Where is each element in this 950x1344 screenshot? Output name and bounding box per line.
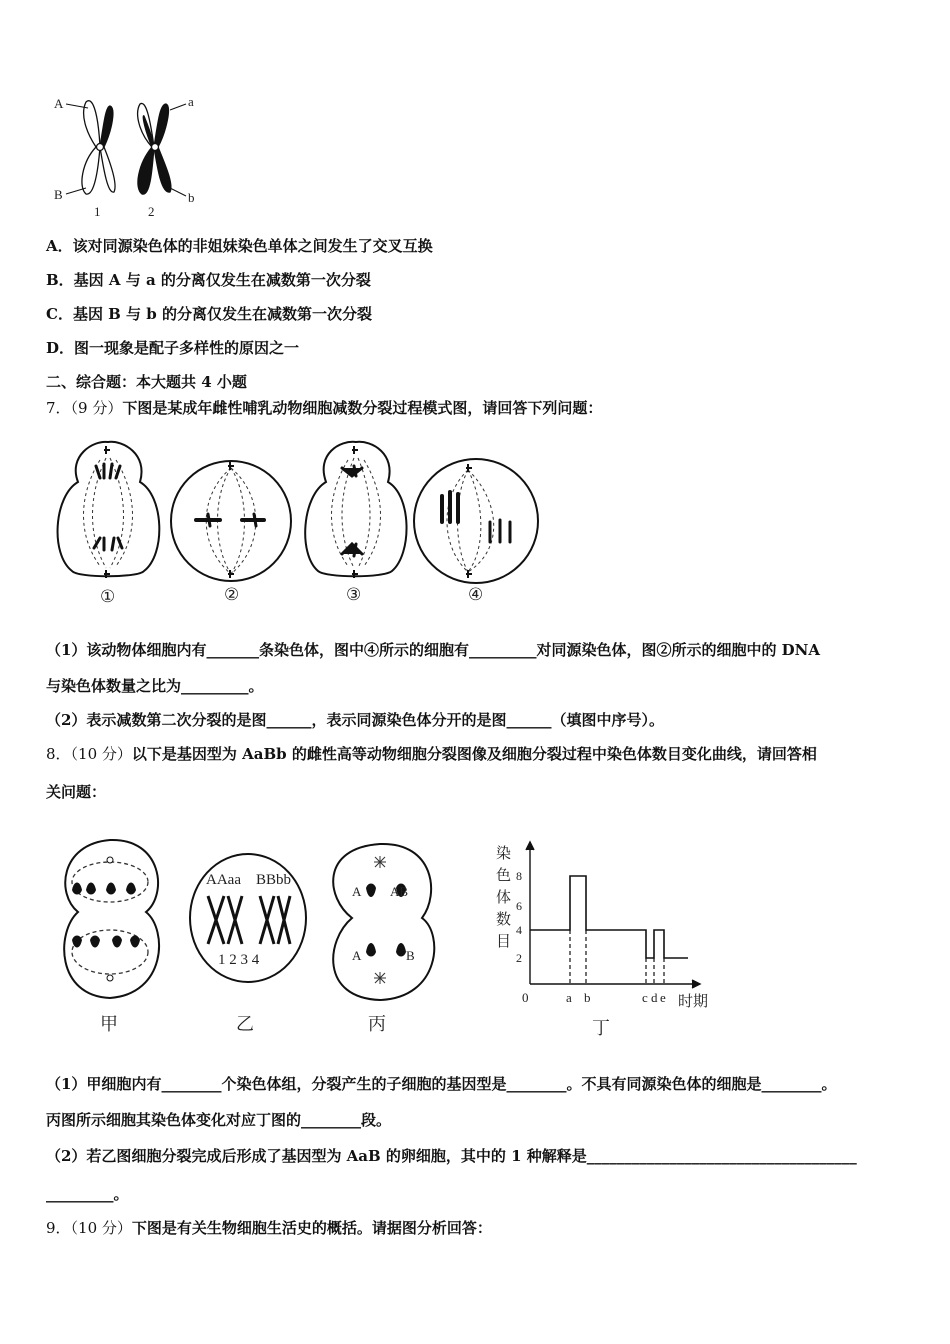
q8-yi-numbers: 1 2 3 4 bbox=[218, 952, 260, 968]
q8-stem-line1 bbox=[46, 744, 817, 764]
q8-part1-line2: 丙图所示细胞其染色体变化对应丁图的________段。 bbox=[46, 1111, 392, 1129]
gene-label-b: b bbox=[188, 190, 195, 205]
q7-stem-text: 下图是某成年雌性哺乳动物细胞减数分裂过程模式图，请回答下列问题： bbox=[122, 399, 603, 417]
xtick-b: b bbox=[584, 990, 591, 1005]
chromosome-number-curve bbox=[530, 876, 688, 958]
ylabel-char-4: 数 bbox=[496, 912, 512, 928]
option-a: A．该对同源染色体的非姐妹染色单体之间发生了交叉互换 bbox=[46, 237, 433, 255]
q7-meiosis-cells-figure bbox=[48, 436, 548, 608]
q8-bing-gene-top-right: AB bbox=[390, 884, 409, 899]
chromosome-number-1: 1 bbox=[94, 204, 101, 219]
q8-part2-line1: （2）若乙图细胞分裂完成后形成了基因型为 AaB 的卵细胞，其中的 1 种解释是____________________________________ bbox=[46, 1147, 857, 1165]
ytick-2: 2 bbox=[516, 951, 522, 965]
q8-cell-bing bbox=[333, 844, 434, 1000]
ylabel-char-3: 体 bbox=[496, 890, 512, 906]
q7-part2: （2）表示减数第二次分裂的是图______，表示同源染色体分开的是图______（填图中序号）。 bbox=[46, 711, 664, 729]
xtick-e: e bbox=[660, 990, 666, 1005]
q7-cell-label-4: ④ bbox=[468, 585, 484, 604]
gene-label-a: a bbox=[188, 94, 194, 109]
chromosome-2 bbox=[138, 103, 171, 194]
q8-cells-figure bbox=[50, 834, 450, 1040]
q7-cell-1 bbox=[58, 442, 160, 576]
q8-label-ding: 丁 bbox=[592, 1018, 610, 1038]
option-b: B．基因 A 与 a 的分离仅发生在减数第一次分裂 bbox=[46, 271, 371, 289]
ylabel-char-1: 染 bbox=[496, 846, 512, 862]
q7-number: 7．（9 分） bbox=[46, 399, 123, 417]
chromosome-1 bbox=[82, 101, 115, 194]
origin-label: 0 bbox=[522, 990, 529, 1005]
q8-bing-gene-bottom-left: A bbox=[352, 948, 362, 963]
gene-label-A: A bbox=[54, 96, 64, 111]
ylabel-char-2: 色 bbox=[496, 868, 512, 884]
q8-number: 8．（10 分） bbox=[46, 745, 132, 763]
chromosome-number-2: 2 bbox=[148, 204, 155, 219]
q8-cell-jia bbox=[64, 840, 159, 998]
q8-label-yi: 乙 bbox=[236, 1014, 254, 1034]
option-c: C．基因 B 与 b 的分离仅发生在减数第一次分裂 bbox=[46, 305, 372, 323]
ytick-8: 8 bbox=[516, 869, 522, 883]
q7-stem bbox=[46, 398, 602, 418]
q7-cell-label-1: ① bbox=[100, 587, 116, 606]
q7-cell-2 bbox=[171, 461, 291, 581]
q7-cell-4 bbox=[414, 459, 538, 583]
q8-part2-line2: _________。 bbox=[46, 1185, 129, 1203]
q7-part1-line1: （1）该动物体细胞内有_______条染色体，图中④所示的细胞有_________对同源染色体，图②所示的细胞中的 DNA bbox=[46, 641, 821, 659]
q8-yi-genes-right: BBbb bbox=[256, 872, 292, 888]
xtick-d: d bbox=[651, 990, 658, 1005]
q8-yi-genes-left: AAaa bbox=[206, 872, 241, 888]
q7-cell-3 bbox=[305, 442, 406, 576]
q8-label-bing: 丙 bbox=[368, 1014, 386, 1034]
q9-stem-text: 下图是有关生物细胞生活史的概括。请据图分析回答： bbox=[131, 1219, 492, 1237]
chromosome-pair-figure bbox=[48, 92, 208, 222]
gene-label-B: B bbox=[54, 187, 63, 202]
q7-cell-label-2: ② bbox=[224, 585, 240, 604]
q8-part1-line1: （1）甲细胞内有________个染色体组，分裂产生的子细胞的基因型是________。不具有同源染色体的细胞是________。 bbox=[46, 1075, 837, 1093]
q9-number: 9．（10 分） bbox=[46, 1219, 132, 1237]
xtick-a: a bbox=[566, 990, 572, 1005]
q8-bing-gene-bottom-right: B bbox=[406, 948, 415, 963]
q7-part1-line2: 与染色体数量之比为_________。 bbox=[46, 677, 264, 695]
q8-ding-chromosome-graph bbox=[492, 838, 722, 1038]
q7-cell-label-3: ③ bbox=[346, 585, 362, 604]
q8-stem-text: 以下是基因型为 AaBb 的雌性高等动物细胞分裂图像及细胞分裂过程中染色体数目变化曲线，请回答相 bbox=[131, 745, 817, 763]
xtick-c: c bbox=[642, 990, 648, 1005]
section-2-heading: 二、综合题：本大题共 4 小题 bbox=[46, 373, 247, 391]
ytick-6: 6 bbox=[516, 899, 522, 913]
q8-label-jia: 甲 bbox=[100, 1014, 118, 1034]
x-axis-label: 时期 bbox=[678, 994, 709, 1010]
ytick-4: 4 bbox=[516, 923, 522, 937]
q8-bing-gene-top-left: A bbox=[352, 884, 362, 899]
q8-stem-line2: 关问题： bbox=[46, 783, 107, 801]
ylabel-char-5: 目 bbox=[496, 934, 512, 950]
option-d: D．图一现象是配子多样性的原因之一 bbox=[46, 339, 300, 357]
graph-ylabel bbox=[496, 844, 511, 950]
q9-stem bbox=[46, 1218, 492, 1238]
